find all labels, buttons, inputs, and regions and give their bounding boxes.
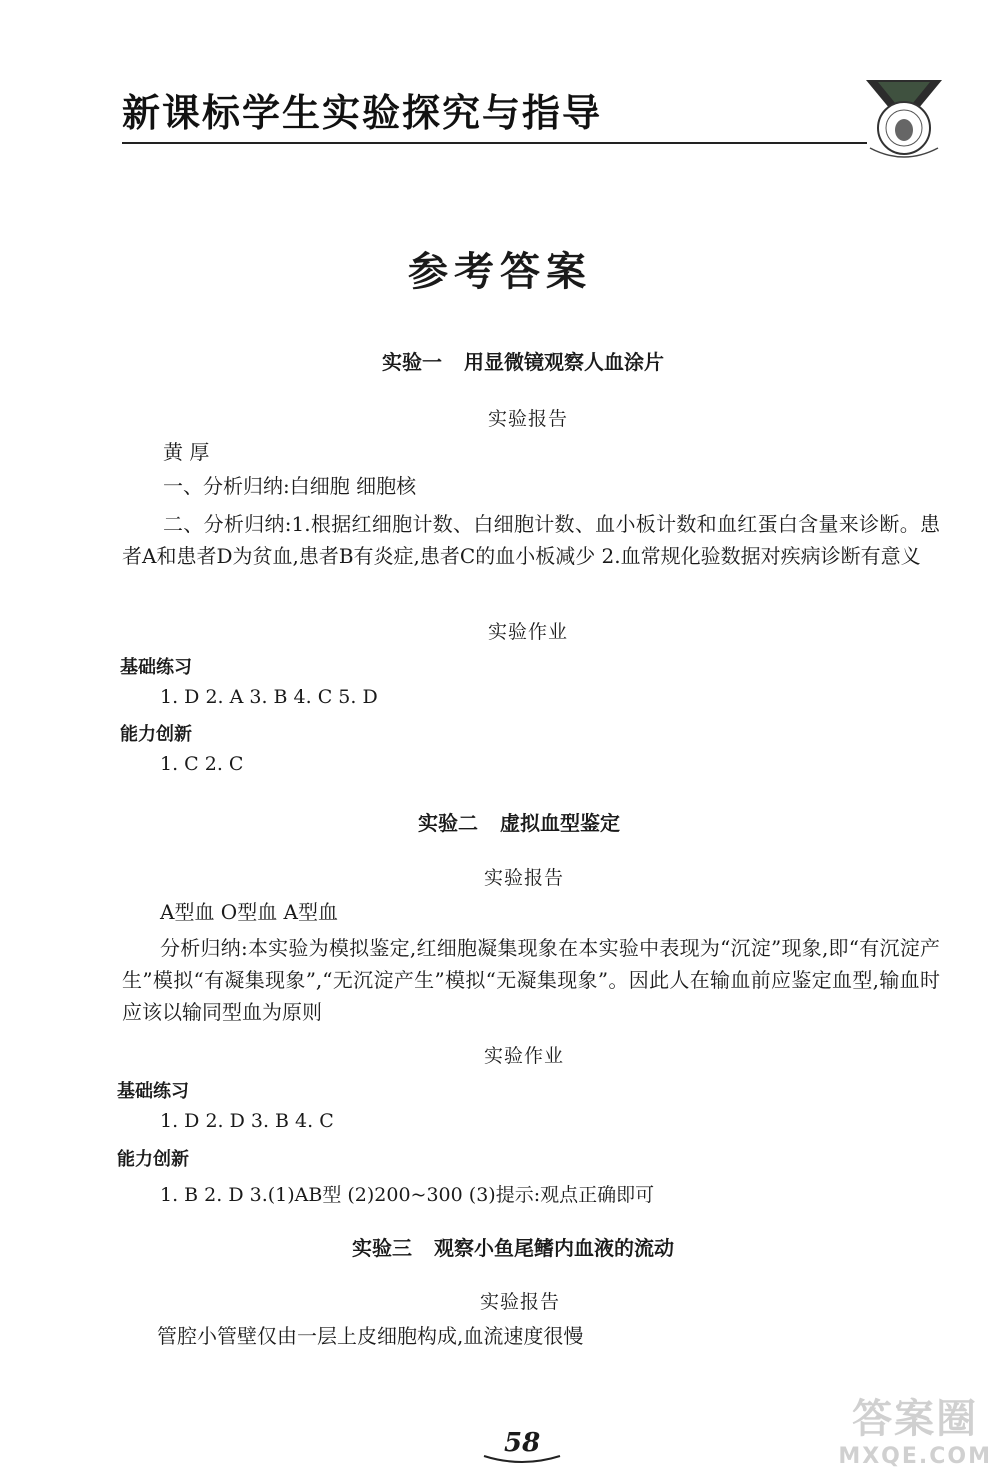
exp1-title-name: 用显微镜观察人血涂片 bbox=[464, 350, 664, 374]
exp1-title bbox=[382, 346, 664, 375]
exp1-ability-label: 能力创新 bbox=[120, 724, 192, 745]
exp1-report-line2: 一、分析归纳:白细胞 细胞核 bbox=[163, 474, 417, 498]
exp2-title bbox=[418, 807, 620, 836]
exp3-report-line1: 管腔小管壁仅由一层上皮细胞构成,血流速度很慢 bbox=[157, 1324, 584, 1348]
exp1-homework-heading: 实验作业 bbox=[488, 621, 569, 643]
exp2-report-paragraph: 分析归纳:本实验为模拟鉴定,红细胞凝集现象在本实验中表现为“沉淀”现象,即“有沉淀产生”模拟“有凝集现象”,“无沉淀产生”模拟“无凝集现象”。因此人在输血前应鉴定血型,输血时应该以输同型血为原则 bbox=[122, 936, 940, 1024]
book-title: 新课标学生实验探究与指导 bbox=[122, 91, 603, 135]
header-rule bbox=[122, 142, 867, 144]
exp2-ability-answers: 1. B 2. D 3.(1)AB型 (2)200~300 (3)提示:观点正确即可 bbox=[160, 1184, 655, 1206]
watermark-top-text: 答案圈 bbox=[852, 1396, 979, 1442]
exp2-title-num: 实验二 bbox=[418, 811, 478, 835]
exp2-title-name: 虚拟血型鉴定 bbox=[500, 811, 620, 835]
page-title: 参考答案 bbox=[408, 248, 592, 295]
exp2-homework-heading: 实验作业 bbox=[484, 1045, 565, 1067]
exp1-title-num: 实验一 bbox=[382, 350, 442, 374]
exp1-report-line1: 黄 厚 bbox=[163, 440, 210, 464]
page-number: 58 bbox=[504, 1428, 541, 1458]
publisher-logo-icon bbox=[858, 74, 950, 166]
exp1-basic-answers: 1. D 2. A 3. B 4. C 5. D bbox=[160, 686, 378, 708]
exp1-ability-answers: 1. C 2. C bbox=[160, 753, 244, 775]
site-watermark bbox=[838, 1387, 992, 1469]
exp3-title-num: 实验三 bbox=[352, 1236, 412, 1260]
exp2-basic-answers: 1. D 2. D 3. B 4. C bbox=[160, 1110, 334, 1132]
exp2-report-heading: 实验报告 bbox=[484, 867, 565, 889]
exp1-report-heading: 实验报告 bbox=[488, 408, 569, 430]
exp2-basic-label: 基础练习 bbox=[117, 1081, 189, 1102]
exp3-title bbox=[352, 1232, 674, 1261]
exp1-basic-label: 基础练习 bbox=[120, 657, 192, 678]
exp2-report-line1: A型血 O型血 A型血 bbox=[160, 900, 338, 924]
exp3-report-heading: 实验报告 bbox=[480, 1291, 561, 1313]
watermark-bottom-text: MXQE.COM bbox=[838, 1444, 992, 1469]
exp1-report-paragraph: 二、分析归纳:1.根据红细胞计数、白细胞计数、血小板计数和血红蛋白含量来诊断。患者A和患者D为贫血,患者B有炎症,患者C的血小板减少 2.血常规化验数据对疾病诊断有意义 bbox=[122, 512, 940, 568]
exp3-title-name: 观察小鱼尾鳍内血液的流动 bbox=[434, 1236, 674, 1260]
exp2-ability-label: 能力创新 bbox=[117, 1149, 189, 1170]
